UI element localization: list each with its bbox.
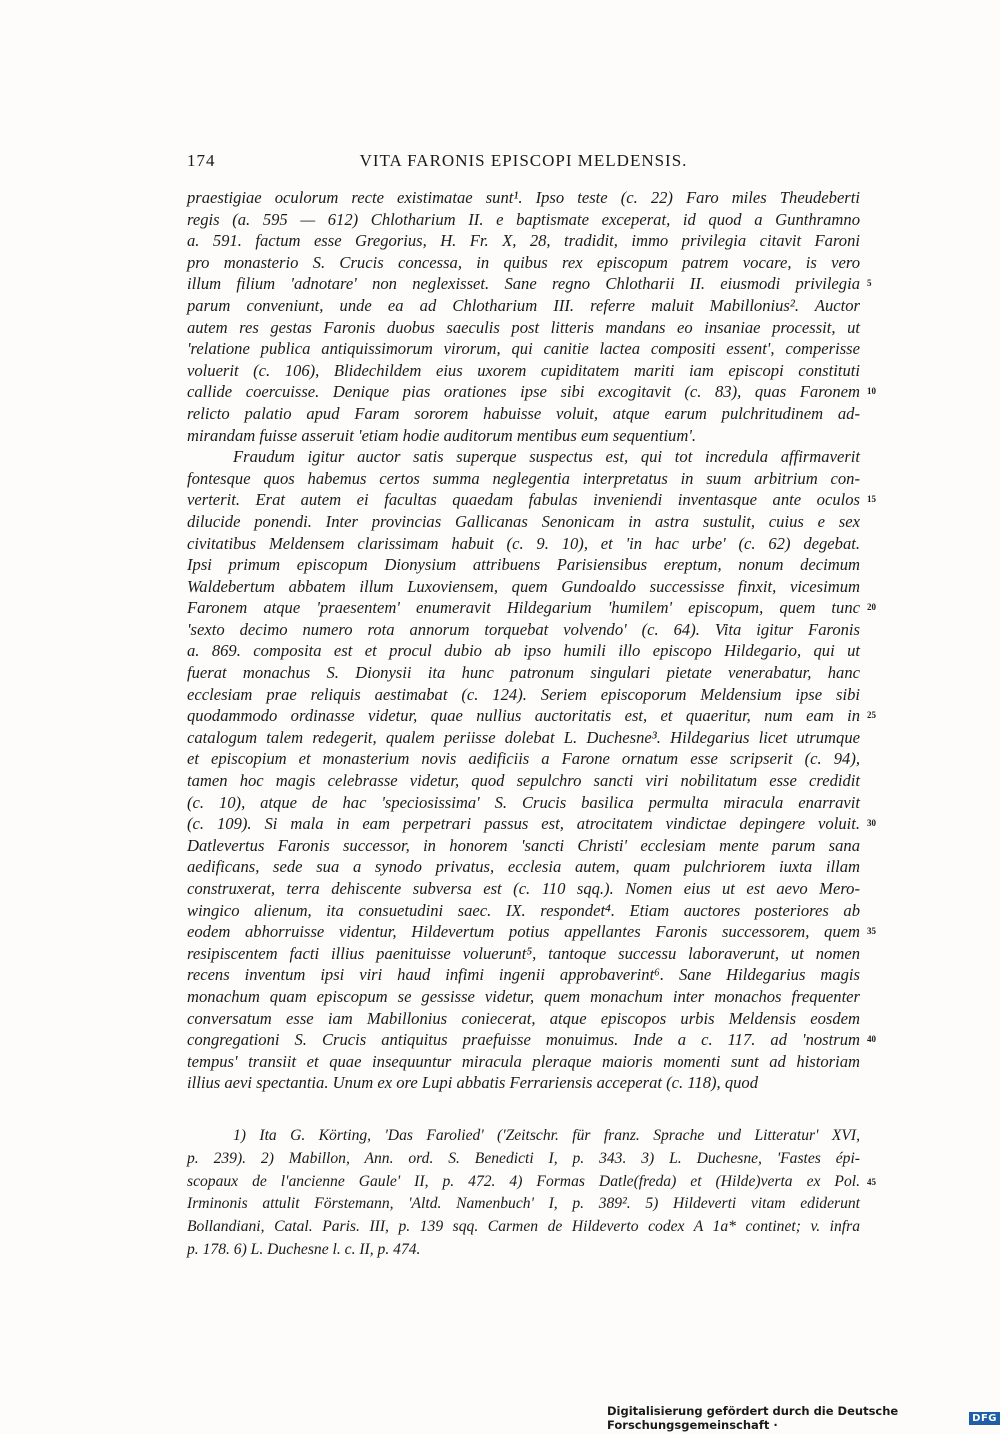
line-number: 20 [867, 602, 876, 613]
footnote-line: p. 178. 6) L. Duchesne l. c. II, p. 474. [187, 1240, 421, 1258]
text-line: praestigiae oculorum recte existimatae sunt¹. Ipso teste (c. 22) Faro miles Theudeberti [187, 188, 860, 207]
text-line: monachum quam episcopum se gessisse videtur, quem monachum inter monachos frequenter [187, 986, 860, 1006]
text-line: illius aevi spectantia. Unum ex ore Lupi abbatis Ferrariensis acceperat (c. 118), quod [187, 1073, 759, 1093]
text-line: fontesque quos habemus certos summa neglegentia interpretatus in suum arbitrium con- [187, 468, 860, 488]
text-line: a. 869. composita est et procul dubio ab ipso humili illo episcopo Hildegario, qui ut [187, 641, 860, 661]
text-line: ecclesiam prae reliquis aestimabat (c. 124). Seriem episcoporum Meldensium ipse sibi [187, 684, 860, 704]
text-line: verterit. Erat autem ei facultas quaedam fabulas inveniendi inventasque ante oculos [187, 490, 860, 510]
text-line: parum conveniunt, unde ea ad Chlotharium III. referre maluit Mabillonius². Auctor [187, 295, 860, 315]
text-line: conversatum esse iam Mabillonius coniecerat, atque episcopos urbis Meldensis eosdem [187, 1008, 860, 1028]
line-number: 40 [867, 1034, 876, 1045]
line-number: 15 [867, 494, 876, 505]
text-line: relicto palatio apud Faram sororem habuisse voluit, atque earum pulchritudinem ad- [187, 403, 860, 423]
text-line: mirandam fuisse asseruit 'etiam hodie auditorum mentibus eum sequentium'. [187, 425, 697, 445]
text-line: callide coercuisse. Denique pias orationes ipse sibi excogitavit (c. 83), quas Faronem [187, 382, 860, 402]
text-line: (c. 10), atque de hac 'speciosissima' S. Crucis basilica permulta miracula enarravit [187, 792, 860, 812]
text-line: tempus' transiit et quae insequuntur miracula pleraque maioris momenti sunt ad historiam [187, 1051, 860, 1071]
footnote-line: Irminonis attulit Förstemann, 'Altd. Namenbuch' I, p. 389². 5) Hildeverti vitam ediderunt [187, 1195, 860, 1213]
text-line: recens inventum ipsi viri haud infimi ingenii approbaverint⁶. Sane Hildegarius magis [187, 965, 860, 985]
text-line: civitatibus Meldensem clarissimam habuit (c. 9. 10), et 'in hac urbe' (c. 62) degebat. [187, 533, 860, 553]
footnote-line: p. 239). 2) Mabillon, Ann. ord. S. Benedicti I, p. 343. 3) L. Duchesne, 'Fastes épi- [187, 1149, 860, 1167]
text-line: autem res gestas Faronis duobus saeculis post litteris mandans eo insaniae processit, ut [187, 317, 860, 337]
text-line: resipiscentem facti illius paenituisse voluerunt⁵, tantoque successu laboraverunt, ut nomen [187, 943, 860, 963]
text-line: tamen hoc magis celebrasse videtur, quod sepulchro sancti viri nobilitatum esse credidit [187, 771, 860, 791]
text-line: aedificans, sede sua a synodo privatus, ecclesia autem, quam pulchriorem iuxta illam [187, 857, 860, 877]
text-line: et episcopium et monasterium novis aedificiis a Farone ornatum esse scripserit (c. 94), [187, 749, 860, 769]
main-text [187, 187, 876, 1094]
text-line: 'sexto decimo numero rota annorum torquebat volvendo' (c. 64). Vita igitur Faronis [187, 619, 860, 639]
footer-text: Digitalisierung gefördert durch die Deutsche Forschungsgemeinschaft · [607, 1404, 899, 1432]
footnotes [187, 1125, 876, 1262]
text-line: catalogum talem redegerit, qualem periisse dolebat L. Duchesne³. Hildegarius licet utrumque [187, 727, 860, 747]
running-title: VITA FARONIS EPISCOPI MELDENSIS. [359, 151, 688, 170]
line-number: 25 [867, 710, 876, 721]
text-line: quodammodo ordinasse videtur, quae nullius auctoritatis est, et quaeritur, num eam in [187, 706, 860, 726]
line-number: 10 [867, 386, 876, 397]
text-line: (c. 109). Si mala in eam perpetrari passus est, atrocitatem vindictae depingere voluit. [187, 814, 860, 834]
text-line: fuerat monachus S. Dionysii ita hunc patronum singulari pietate venerabatur, hanc [187, 663, 860, 683]
text-line: illum filium 'adnotare' non neglexisset. Sane regno Chlotharii II. eiusmodi privilegia [187, 274, 860, 294]
text-line: pro monasterio S. Crucis concessa, in quibus rex episcopum patrem vocare, is vero [187, 252, 860, 272]
line-number: 30 [867, 818, 876, 829]
line-number: 35 [867, 926, 876, 937]
footnote-line: 1) Ita G. Körting, 'Das Farolied' ('Zeitschr. für franz. Sprache und Litteratur' XVI, [233, 1127, 860, 1144]
text-line: a. 591. factum esse Gregorius, H. Fr. X, 28, tradidit, immo privilegia citavit Faroni [187, 231, 860, 251]
text-line: eodem abhorruisse videntur, Hildevertum potius appellantes Faronis successorem, quem [187, 922, 860, 942]
dfg-footer [607, 1404, 1000, 1432]
text-line: Ipsi primum episcopum Dionysium attribuens Parisiensibus ereptum, nonum decimum [187, 555, 860, 575]
text-line: Faronem atque 'praesentem' enumeravit Hildegarium 'humilem' episcopum, quem tunc [187, 598, 860, 618]
text-line: construxerat, terra dehiscente subversa est (c. 110 sqq.). Nomen eius ut est aevo Mero- [187, 879, 860, 898]
text-line: voluerit (c. 106), Blidechildem eius uxorem cupiditatem mariti iam episcopi constituti [187, 360, 860, 380]
text-line: Datlevertus Faronis successor, in honorem 'sancti Christi' ecclesiam mente parum sana [187, 835, 860, 855]
text-line: wingico alienum, ita consuetudini saec. IX. respondet⁴. Etiam auctores posteriores ab [187, 900, 860, 920]
text-line: 'relatione publica antiquissimorum virorum, qui canitie lactea compositi essent', comperisse [187, 339, 860, 359]
text-line: regis (a. 595 — 612) Chlotharium II. e baptismate exceperat, id quod a Gunthramno [187, 209, 860, 229]
text-line: Waldebertum abbatem illum Luxoviensem, quem Gundoaldo successisse finxit, vicesimum [187, 576, 860, 596]
line-number: 45 [867, 1176, 876, 1187]
text-line: dilucide ponendi. Inter provincias Gallicanas Senonicam in astra sustulit, cuius e sex [187, 511, 860, 531]
page-number: 174 [187, 151, 216, 170]
line-number: 5 [867, 278, 872, 289]
dfg-logo: DFG [969, 1412, 1000, 1425]
footnote-line: scopaux de l'ancienne Gaule' II, p. 472. 4) Formas Datle(freda) et (Hilde)verta ex Pol. [187, 1172, 860, 1190]
text-line: congregationi S. Crucis antiquitus praefuisse monuimus. Inde a c. 117. ad 'nostrum [187, 1030, 860, 1050]
footnote-line: Bollandiani, Catal. Paris. III, p. 139 sqq. Carmen de Hildeverto codex A 1a* continet; v. infra [187, 1218, 860, 1236]
text-line: Fraudum igitur auctor satis superque suspectus est, qui tot incredula affirmaverit [233, 447, 860, 467]
running-header [187, 151, 860, 175]
